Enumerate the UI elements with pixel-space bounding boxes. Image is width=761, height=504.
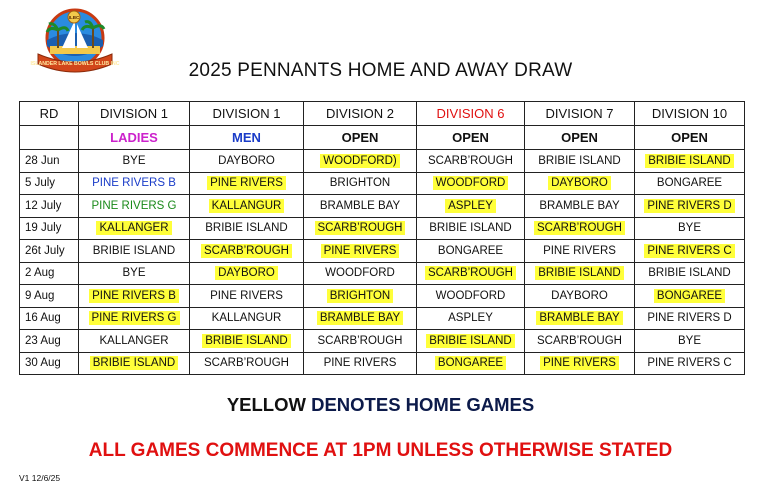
note-rest: DENOTES HOME GAMES (305, 394, 535, 415)
away-team: BONGAREE (437, 244, 504, 257)
fixture-cell (525, 217, 635, 240)
fixture-cell (79, 240, 190, 263)
table-row (20, 352, 745, 375)
fixture-cell (190, 352, 304, 375)
division-header-cell (417, 102, 525, 126)
table-row (20, 262, 745, 285)
category-header-cell (525, 126, 635, 150)
home-team: BRAMBLE BAY (536, 311, 622, 325)
table-row (20, 195, 745, 218)
fixture-cell (417, 172, 525, 195)
fixture-cell (417, 262, 525, 285)
commence-notice: ALL GAMES COMMENCE AT 1PM UNLESS OTHERWISE STATED (88, 440, 673, 461)
draw-table (19, 101, 745, 375)
away-team: PINE RIVERS C (647, 357, 732, 370)
division-header-label: DIVISION 1 (212, 106, 281, 121)
away-team: DAYBORO (218, 154, 275, 167)
fixture-cell (190, 150, 304, 173)
division-header-cell (525, 102, 635, 126)
home-team: BRIBIE ISLAND (535, 266, 623, 280)
away-team: SCARB’ROUGH (537, 334, 622, 347)
away-team: BYE (122, 267, 146, 280)
category-header-cell (20, 126, 79, 150)
away-team: BONGAREE (656, 177, 723, 190)
round-date: 5 July (20, 172, 79, 195)
home-team: SCARB’ROUGH (425, 266, 516, 280)
away-team: WOODFORD (325, 267, 395, 280)
fixture-cell (304, 352, 417, 375)
away-team: ASPLEY (448, 312, 493, 325)
away-team: PINE RIVERS G (91, 199, 177, 212)
category-header (20, 126, 745, 150)
fixture-cell (304, 307, 417, 330)
round-date: 2 Aug (20, 262, 79, 285)
away-team: SCARB’ROUGH (317, 334, 403, 347)
fixture-cell (79, 307, 190, 330)
table-row (20, 285, 745, 308)
away-team: BYE (677, 222, 701, 235)
away-team: BRIBIE ISLAND (429, 222, 512, 235)
fixture-cell (525, 262, 635, 285)
division-header-cell (79, 102, 190, 126)
fixture-cell (190, 240, 304, 263)
fixture-cell (304, 262, 417, 285)
category-header-cell (79, 126, 190, 150)
fixture-cell (304, 217, 417, 240)
division-header-label: DIVISION 1 (100, 106, 168, 121)
fixture-cell (417, 307, 525, 330)
home-team: SCARB’ROUGH (201, 244, 292, 258)
away-team: PINE RIVERS (323, 357, 397, 370)
division-header-label: DIVISION 6 (436, 106, 505, 121)
fixture-cell (525, 285, 635, 308)
home-team: PINE RIVERS C (644, 244, 734, 258)
away-team: SCARB’ROUGH (204, 357, 289, 370)
version-label: V1 12/6/25 (19, 473, 61, 483)
fixture-cell (635, 150, 745, 173)
home-team: SCARB’ROUGH (315, 221, 406, 235)
division-header-cell (304, 102, 417, 126)
table-row (20, 172, 745, 195)
home-team: KALLANGUR (209, 199, 285, 213)
fixture-cell (525, 352, 635, 375)
table-row (20, 330, 745, 353)
away-team: BRAMBLE BAY (539, 199, 620, 212)
round-date: 16 Aug (20, 307, 79, 330)
page-title: 2025 PENNANTS HOME AND AWAY DRAW (188, 60, 573, 81)
table-row (20, 150, 745, 173)
fixture-cell (79, 172, 190, 195)
fixture-cell (417, 240, 525, 263)
home-team: DAYBORO (548, 176, 611, 190)
division-header-label: DIVISION 7 (545, 106, 614, 121)
division-header-label: DIVISION 2 (326, 106, 394, 121)
category-header-cell (417, 126, 525, 150)
home-team: PINE RIVERS (207, 176, 286, 190)
home-team: BRIBIE ISLAND (202, 334, 290, 348)
fixture-cell (190, 307, 304, 330)
fixture-cell (635, 240, 745, 263)
category-header-label: OPEN (561, 130, 598, 145)
home-team: PINE RIVERS G (89, 311, 180, 325)
category-header-label: LADIES (110, 130, 158, 145)
home-team: BRIBIE ISLAND (426, 334, 514, 348)
division-header-cell (635, 102, 745, 126)
home-team: PINE RIVERS (540, 356, 619, 370)
home-team: WOODFORD) (320, 154, 399, 168)
fixture-cell (190, 330, 304, 353)
fixture-cell (525, 172, 635, 195)
fixture-cell (417, 150, 525, 173)
home-team: SCARB’ROUGH (534, 221, 625, 235)
fixture-cell (417, 285, 525, 308)
division-header-cell (20, 102, 79, 126)
round-date: 30 Aug (20, 352, 79, 375)
away-team: BRIBIE ISLAND (648, 267, 731, 280)
fixture-cell (635, 352, 745, 375)
division-header-label: DIVISION 10 (651, 106, 728, 121)
fixture-cell (304, 172, 417, 195)
division-header-cell (190, 102, 304, 126)
fixture-cell (79, 262, 190, 285)
away-team: WOODFORD (435, 289, 506, 302)
round-date: 19 July (20, 217, 79, 240)
category-header-label: MEN (232, 130, 261, 145)
home-team: PINE RIVERS (321, 244, 400, 258)
away-team: BRIBIE ISLAND (92, 244, 176, 257)
away-team: PINE RIVERS B (92, 177, 176, 190)
category-header-cell (635, 126, 745, 150)
note-yellow-word: YELLOW (226, 394, 306, 415)
away-team: PINE RIVERS (210, 289, 283, 302)
fixture-cell (635, 330, 745, 353)
away-team: BYE (677, 334, 701, 347)
home-team: BRAMBLE BAY (317, 311, 403, 325)
fixture-cell (635, 285, 745, 308)
table-row (20, 240, 745, 263)
round-date: 12 July (20, 195, 79, 218)
fixture-cell (79, 150, 190, 173)
fixture-cell (304, 195, 417, 218)
table-row (20, 307, 745, 330)
fixture-cell (525, 195, 635, 218)
home-team: DAYBORO (215, 266, 278, 280)
away-team: BRAMBLE BAY (319, 199, 401, 212)
home-team: BRIBIE ISLAND (90, 356, 178, 370)
fixture-cell (190, 285, 304, 308)
away-team: SCARB’ROUGH (428, 154, 513, 167)
home-games-note (0, 394, 761, 416)
away-team: DAYBORO (551, 289, 608, 302)
away-team: BRIBIE ISLAND (538, 154, 621, 167)
fixture-cell (190, 262, 304, 285)
home-team: PINE RIVERS B (89, 289, 179, 303)
fixture-cell (635, 217, 745, 240)
fixture-cell (635, 195, 745, 218)
category-header-label: OPEN (452, 130, 489, 145)
round-date: 26t July (20, 240, 79, 263)
table-row (20, 217, 745, 240)
fixture-cell (304, 285, 417, 308)
fixture-cell (79, 195, 190, 218)
fixture-cell (417, 217, 525, 240)
round-date: 28 Jun (20, 150, 79, 173)
away-team: KALLANGER (99, 334, 169, 347)
category-header-cell (304, 126, 417, 150)
home-team: BRIBIE ISLAND (645, 154, 733, 168)
home-team: KALLANGER (96, 221, 171, 235)
home-team: BONGAREE (435, 356, 506, 370)
logo-emblem-text: ILBC (68, 15, 80, 20)
fixture-cell (635, 172, 745, 195)
round-date: 23 Aug (20, 330, 79, 353)
home-team: WOODFORD (433, 176, 509, 190)
fixture-cell (190, 195, 304, 218)
fixture-cell (525, 150, 635, 173)
away-team: BRIGHTON (329, 177, 391, 190)
fixture-cell (417, 330, 525, 353)
fixture-cell (304, 150, 417, 173)
round-date: 9 Aug (20, 285, 79, 308)
division-header (20, 102, 745, 126)
fixture-cell (525, 330, 635, 353)
fixture-cell (635, 307, 745, 330)
fixture-cell (635, 262, 745, 285)
fixture-cell (417, 352, 525, 375)
away-team: BYE (122, 154, 146, 167)
category-header-label: OPEN (341, 130, 379, 145)
fixture-cell (525, 307, 635, 330)
category-header-label: OPEN (671, 130, 708, 145)
away-team: BRIBIE ISLAND (205, 222, 288, 235)
division-header-label: RD (39, 106, 59, 121)
logo-badge-text: ISLANDER LAKE BOWLS CLUB INC (30, 61, 120, 67)
fixture-cell (304, 330, 417, 353)
home-team: BONGAREE (654, 289, 725, 303)
fixture-cell (79, 352, 190, 375)
category-header-cell (190, 126, 304, 150)
fixture-cell (190, 172, 304, 195)
home-team: PINE RIVERS D (644, 199, 734, 213)
fixture-cell (304, 240, 417, 263)
fixture-cell (417, 195, 525, 218)
fixture-cell (79, 285, 190, 308)
fixture-cell (79, 330, 190, 353)
fixture-cell (190, 217, 304, 240)
away-team: PINE RIVERS (543, 244, 616, 257)
away-team: KALLANGUR (211, 312, 282, 325)
home-team: ASPLEY (445, 199, 496, 213)
fixture-cell (79, 217, 190, 240)
away-team: PINE RIVERS D (647, 312, 732, 325)
home-team: BRIGHTON (327, 289, 394, 303)
fixture-cell (525, 240, 635, 263)
